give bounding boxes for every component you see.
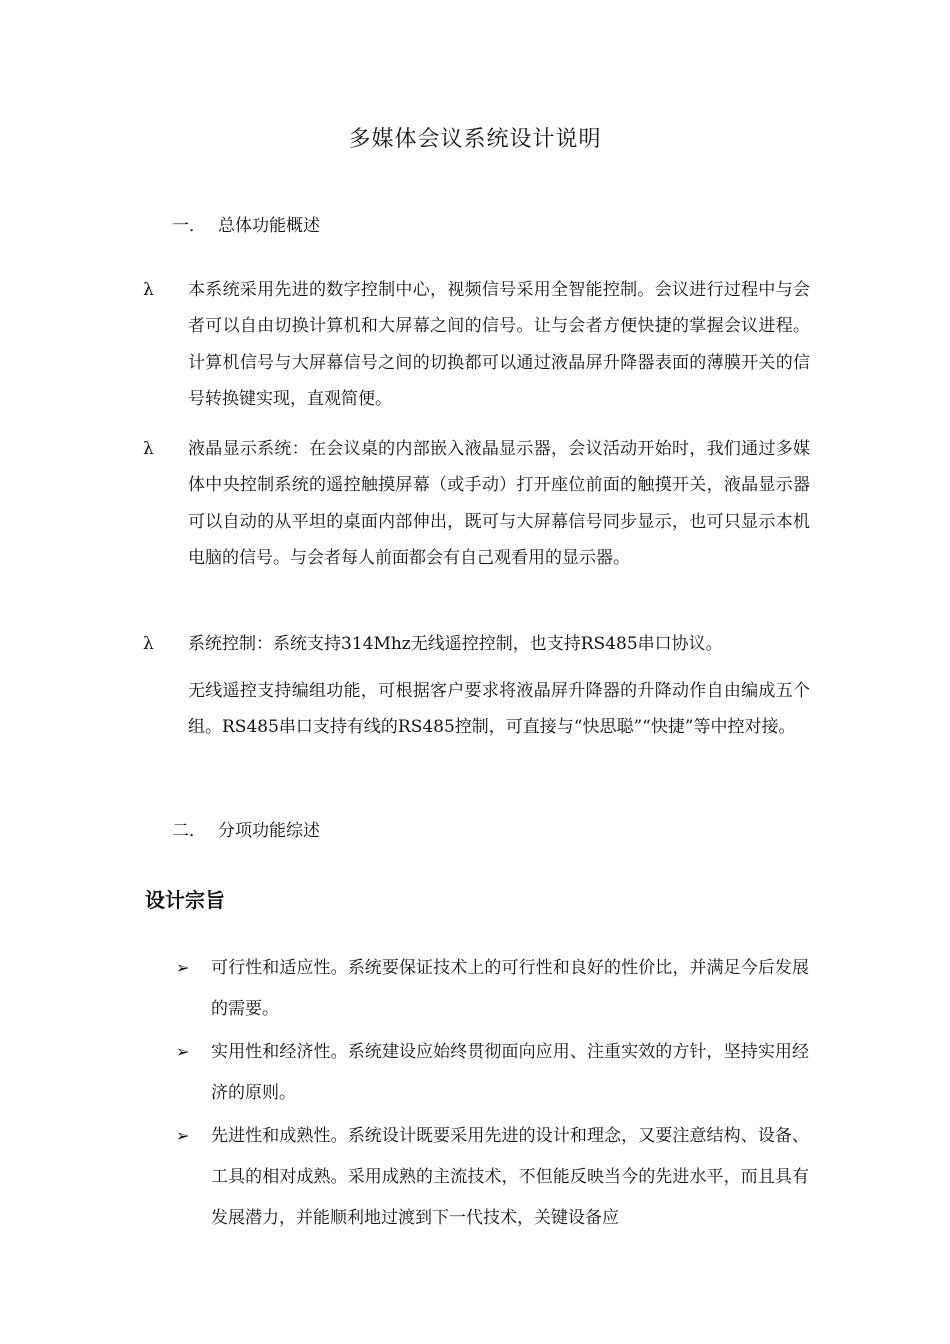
section-heading-features — [172, 816, 320, 846]
paragraph-lcd-system: 液晶显示系统：在会议桌的内部嵌入液晶显示器，会议活动开始时，我们通过多媒体中央控制系统的遥控触摸屏幕（或手动）打开座位前面的触摸开关，液晶显示器可以自动的从平坦的桌面内部伸出，既可与大屏幕信号同步显示，也可只显示本机电脑的信号。与会者每人前面都会有自己观看用的显示器。 — [188, 439, 810, 569]
arrow-bullet-icon: ➢ — [176, 1126, 190, 1145]
section-title: 总体功能概述 — [218, 216, 320, 236]
principle-practicality: 实用性和经济性。系统建设应始终贯彻面向应用、注重实效的方针，坚持实用经济的原则。 — [211, 1042, 809, 1103]
lambda-bullet-icon: λ — [143, 280, 154, 300]
section-title: 分项功能综述 — [218, 821, 320, 841]
subheading-design-purpose: 设计宗旨 — [145, 888, 225, 912]
section-heading-overview — [172, 211, 320, 241]
lambda-bullet-icon: λ — [143, 634, 154, 654]
document-title: 多媒体会议系统设计说明 — [348, 127, 602, 152]
principle-advancement: 先进性和成熟性。系统设计既要采用先进的设计和理念，又要注意结构、设备、工具的相对成熟。采用成熟的主流技术，不但能反映当今的先进水平，而且具有发展潜力，并能顺利地过渡到下一代技术，关键设备应 — [211, 1126, 809, 1228]
paragraph-digital-control: 本系统采用先进的数字控制中心，视频信号采用全智能控制。会议进行过程中与会者可以自由切换计算机和大屏幕之间的信号。让与会者方便快捷的掌握会议进程。计算机信号与大屏幕信号之间的切换都可以通过液晶屏升降器表面的薄膜开关的信号转换键实现，直观简便。 — [188, 280, 810, 410]
paragraph-system-control: 系统控制：系统支持314Mhz无线遥控控制，也支持RS485串口协议。 — [188, 634, 723, 654]
principle-feasibility: 可行性和适应性。系统要保证技术上的可行性和良好的性价比，并满足今后发展的需要。 — [211, 958, 809, 1019]
section-number: 一． — [172, 216, 206, 236]
paragraph-wireless-grouping: 无线遥控支持编组功能，可根据客户要求将液晶屏升降器的升降动作自由编成五个组。RS485串口支持有线的RS485控制，可直接与“快思聪”“快捷”等中控对接。 — [188, 681, 810, 738]
arrow-bullet-icon: ➢ — [176, 958, 190, 977]
lambda-bullet-icon: λ — [143, 439, 154, 459]
section-number: 二． — [172, 821, 206, 841]
arrow-bullet-icon: ➢ — [176, 1042, 190, 1061]
